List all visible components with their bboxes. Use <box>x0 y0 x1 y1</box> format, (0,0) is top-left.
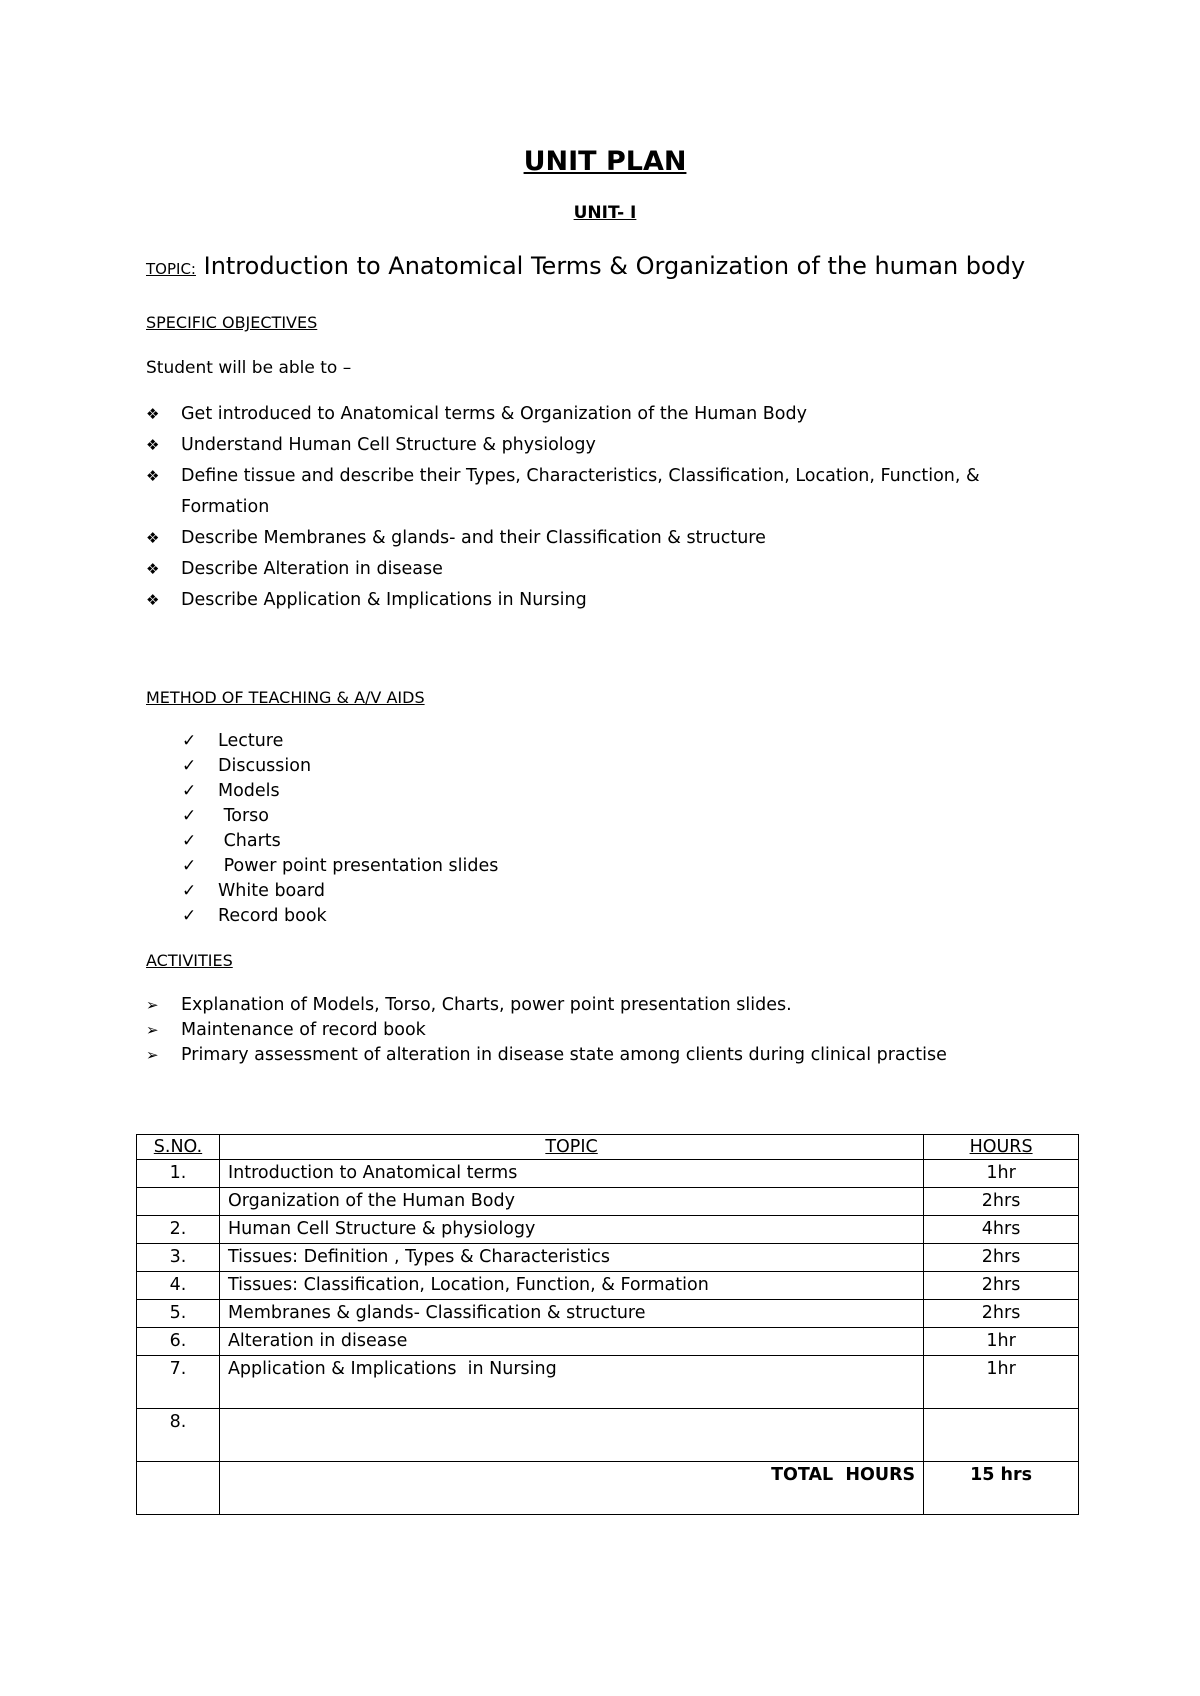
table-row <box>137 1409 1079 1462</box>
diamond-bullet-icon: ❖ <box>146 591 160 609</box>
arrowhead-bullet-icon: ➢ <box>146 1021 159 1039</box>
column-header-sno: S.NO. <box>137 1135 220 1160</box>
cell-hours: 2hrs <box>924 1244 1079 1272</box>
diamond-bullet-icon: ❖ <box>146 560 160 578</box>
list-item: ✓ Charts <box>182 829 498 854</box>
cell-hours: 2hrs <box>924 1272 1079 1300</box>
cell-sno: 4. <box>137 1272 220 1300</box>
checkmark-icon: ✓ <box>182 806 197 826</box>
cell-empty <box>137 1462 220 1515</box>
cell-sno: 7. <box>137 1356 220 1409</box>
cell-topic: Introduction to Anatomical terms <box>219 1160 923 1188</box>
checkmark-icon: ✓ <box>182 881 197 901</box>
cell-hours: 1hr <box>924 1328 1079 1356</box>
cell-topic: Application & Implications in Nursing <box>219 1356 923 1409</box>
cell-sno: 5. <box>137 1300 220 1328</box>
diamond-bullet-icon: ❖ <box>146 405 160 423</box>
cell-topic: Organization of the Human Body <box>219 1188 923 1216</box>
diamond-bullet-icon: ❖ <box>146 436 160 454</box>
diamond-bullet-icon: ❖ <box>146 467 160 485</box>
list-item: ❖ Describe Membranes & glands- and their Classification & structure <box>146 523 980 554</box>
checkmark-icon: ✓ <box>182 756 197 776</box>
checkmark-icon: ✓ <box>182 781 197 801</box>
checkmark-icon: ✓ <box>182 831 197 851</box>
list-item: ❖ Understand Human Cell Structure & physiology <box>146 430 980 461</box>
page-title: UNIT PLAN <box>523 146 687 177</box>
table-row <box>137 1188 1079 1216</box>
arrowhead-bullet-icon: ➢ <box>146 1046 159 1064</box>
topic-line <box>146 252 1025 280</box>
cell-topic: Human Cell Structure & physiology <box>219 1216 923 1244</box>
table-row <box>137 1328 1079 1356</box>
list-item: ✓ White board <box>182 879 498 904</box>
list-item: ✓ Power point presentation slides <box>182 854 498 879</box>
list-item: ✓ Models <box>182 779 498 804</box>
cell-sno: 6. <box>137 1328 220 1356</box>
table-total-row <box>137 1462 1079 1515</box>
cell-topic <box>219 1409 923 1462</box>
total-hours-value: 15 hrs <box>924 1462 1079 1515</box>
list-item: ✓ Discussion <box>182 754 498 779</box>
checkmark-icon: ✓ <box>182 906 197 926</box>
list-item: ➢ Primary assessment of alteration in disease state among clients during clinical practise <box>146 1043 947 1068</box>
topic-label: TOPIC: <box>146 260 196 278</box>
cell-sno: 8. <box>137 1409 220 1462</box>
checkmark-icon: ✓ <box>182 856 197 876</box>
objectives-heading: SPECIFIC OBJECTIVES <box>146 313 318 332</box>
list-item: ✓ Record book <box>182 904 498 929</box>
list-item: ➢ Maintenance of record book <box>146 1018 947 1043</box>
table-row <box>137 1244 1079 1272</box>
list-item: ❖ Define tissue and describe their Types, Characteristics, Classification, Location, Function, & <box>146 461 980 492</box>
list-item: ✓ Torso <box>182 804 498 829</box>
cell-hours: 4hrs <box>924 1216 1079 1244</box>
table-row <box>137 1272 1079 1300</box>
cell-hours: 2hrs <box>924 1188 1079 1216</box>
table-row <box>137 1160 1079 1188</box>
table-row <box>137 1300 1079 1328</box>
table-row <box>137 1216 1079 1244</box>
list-item: ❖ Get introduced to Anatomical terms & Organization of the Human Body <box>146 399 980 430</box>
checkmark-icon: ✓ <box>182 731 197 751</box>
cell-hours: 2hrs <box>924 1300 1079 1328</box>
activities-heading: ACTIVITIES <box>146 951 233 970</box>
column-header-hours: HOURS <box>924 1135 1079 1160</box>
cell-topic: Membranes & glands- Classification & structure <box>219 1300 923 1328</box>
total-hours-label: TOTAL HOURS <box>219 1462 923 1515</box>
activities-list <box>146 993 947 1068</box>
unit-label: UNIT- I <box>573 203 637 223</box>
table-row <box>137 1356 1079 1409</box>
topic-text: Introduction to Anatomical Terms & Organization of the human body <box>203 252 1026 280</box>
methods-heading: METHOD OF TEACHING & A/V AIDS <box>146 688 425 707</box>
list-item-continuation: Formation <box>181 497 270 517</box>
cell-hours <box>924 1409 1079 1462</box>
objectives-list <box>146 399 980 616</box>
column-header-topic: TOPIC <box>219 1135 923 1160</box>
cell-topic: Tissues: Classification, Location, Function, & Formation <box>219 1272 923 1300</box>
cell-sno <box>137 1188 220 1216</box>
list-item: ➢ Explanation of Models, Torso, Charts, power point presentation slides. <box>146 993 947 1018</box>
objectives-intro: Student will be able to – <box>146 358 352 378</box>
hours-table <box>136 1134 1079 1515</box>
cell-hours: 1hr <box>924 1356 1079 1409</box>
arrowhead-bullet-icon: ➢ <box>146 996 159 1014</box>
cell-sno: 2. <box>137 1216 220 1244</box>
table-header-row <box>137 1135 1079 1160</box>
cell-topic: Alteration in disease <box>219 1328 923 1356</box>
list-item: ❖ Describe Application & Implications in Nursing <box>146 585 980 616</box>
diamond-bullet-icon: ❖ <box>146 529 160 547</box>
list-item: ✓ Lecture <box>182 729 498 754</box>
cell-sno: 1. <box>137 1160 220 1188</box>
cell-sno: 3. <box>137 1244 220 1272</box>
cell-hours: 1hr <box>924 1160 1079 1188</box>
methods-list <box>182 729 498 929</box>
list-item: ❖ Describe Alteration in disease <box>146 554 980 585</box>
cell-topic: Tissues: Definition , Types & Characteristics <box>219 1244 923 1272</box>
